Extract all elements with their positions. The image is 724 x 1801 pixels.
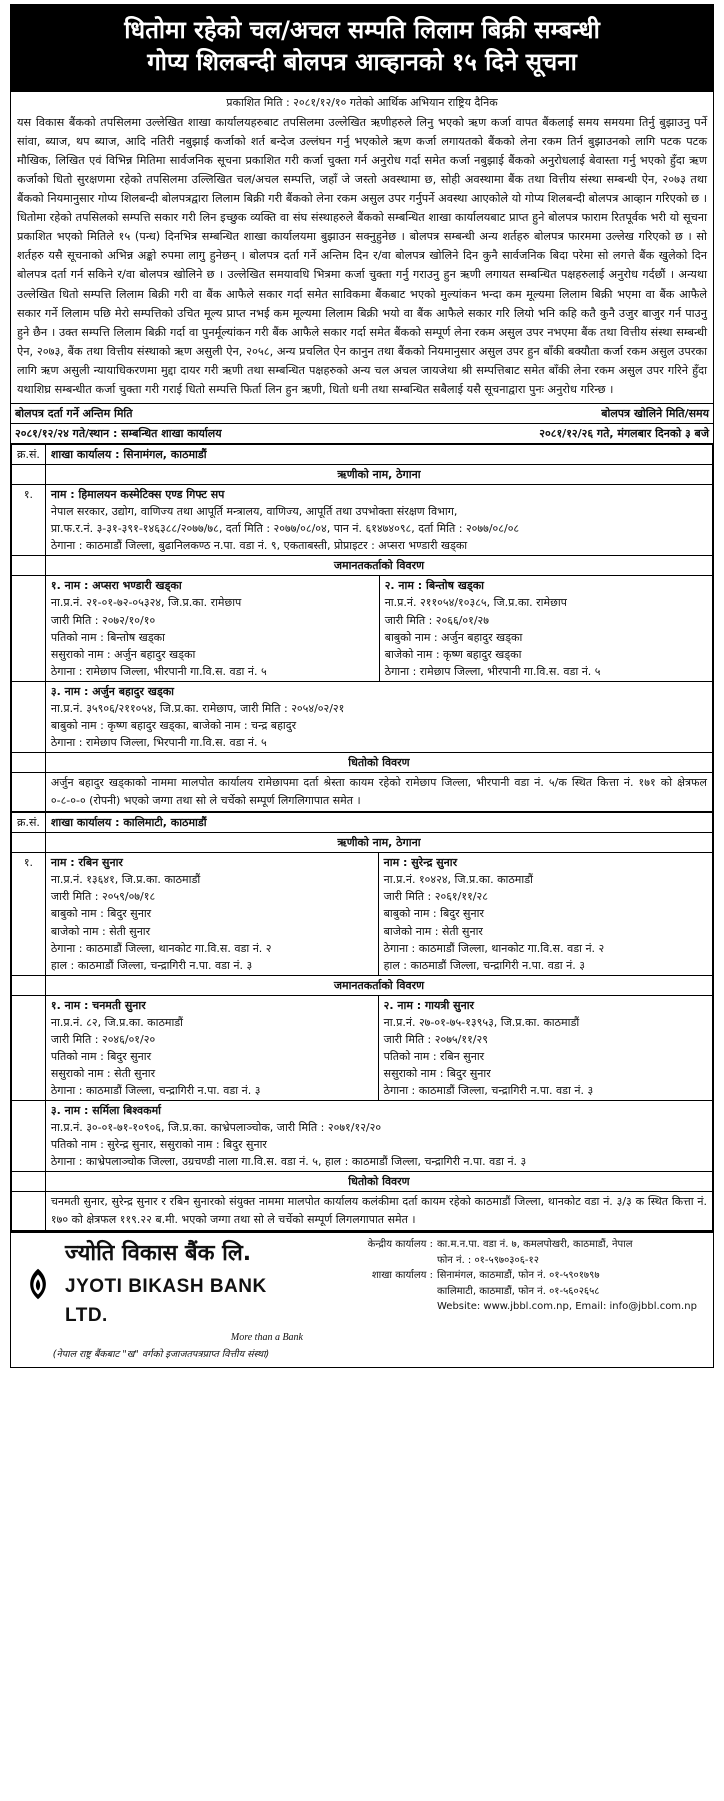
guarantor-card [45, 576, 379, 681]
central-office-label: केन्द्रीय कार्यालय : [367, 1239, 433, 1251]
branch-name: शाखा कार्यालय : सिनामंगल, काठमाडौं [45, 445, 712, 465]
guarantor-name: १. नाम : चनमती सुनार [50, 998, 146, 1012]
collateral-details: चनमती सुनार, सुरेन्द्र सुनार र रबिन सुनारको संयुक्त नाममा मालपोत कार्यालय कलंकीमा दर्ता कायम रहेको काठमाडौं जिल्ला, थानकोट वडा नं. ३/३ क स्थित कित्ता नं. १७० को क्षेत्रफल ११९.२२ ब.मी. भएको जग्गा तथा सो ले चर्चेको सम्पूर्ण लिगलगापात समेत । [45, 1192, 712, 1231]
debtor-name: नाम : रबिन सुनार [50, 856, 123, 870]
deadline-values [11, 424, 713, 444]
guarantor-line: पतिको नाम : सुरेन्द्र सुनार, ससुराको नाम : बिदुर सुनार [50, 1138, 267, 1152]
bank-name-english: JYOTI BIKASH BANK LTD. [65, 1275, 267, 1327]
branch-office-address: सिनामंगल, काठमाडौं, फोन नं. ०१-५९०१७९७ [437, 1270, 600, 1282]
guarantor-name: १. नाम : अप्सरा भण्डारी खड्का [50, 579, 182, 593]
sn-header: क्र.सं. [12, 813, 46, 833]
serial-number: १. [12, 485, 46, 556]
guarantor-line: जारी मिति : २०६६/०१/२७ [384, 613, 489, 627]
guarantor-card [45, 995, 378, 1100]
guarantor-line: ठेगाना : रामेछाप जिल्ला, भीरपानी गा.वि.स. वडा नं. ५ [384, 664, 601, 678]
debtor-line: जारी मिति : २०६१/११/२८ [383, 890, 488, 904]
guarantor-line: बाबुको नाम : अर्जुन बहादुर खड्का [384, 630, 523, 644]
notice-body-box [10, 91, 714, 1368]
debtor-line: ना.प्र.नं. १०४२४, जि.प्र.का. काठमाडौं [383, 873, 533, 887]
branch-office-label: शाखा कार्यालय : [371, 1270, 433, 1282]
guarantor-name: ३. नाम : अर्जुन बहादुर खड्का [50, 684, 175, 698]
guarantor-line: ना.प्र.नं. २११०५४/१०३८५, जि.प्र.का. रामेछाप [384, 596, 567, 610]
collateral-heading: धितोको विवरण [45, 752, 712, 772]
guarantor-line: ठेगाना : रामेछाप जिल्ला, भिरपानी गा.वि.स. वडा नं. ५ [50, 735, 267, 749]
debtor-line: नेपाल सरकार, उद्योग, वाणिज्य तथा आपूर्ति मन्त्रालय, वाणिज्य, आपूर्ति तथा उपभोक्ता संरक्षण विभाग, [50, 505, 458, 519]
debtor-heading: ऋणीको नाम, ठेगाना [45, 833, 712, 853]
debtor-line: हाल : काठमाडौं जिल्ला, चन्द्रागिरी न.पा. वडा नं. ३ [50, 958, 253, 972]
guarantor-line: ठेगाना : काठमाडौं जिल्ला, चन्द्रागिरी न.पा. वडा नं. ३ [50, 1083, 261, 1097]
guarantor-line: ना.प्र.नं. ८२, जि.प्र.का. काठमाडौं [50, 1015, 184, 1029]
guarantor-line: ससुराको नाम : सेती सुनार [50, 1066, 156, 1080]
guarantor-line: जारी मिति : २०७२/१०/१० [50, 613, 156, 627]
guarantor-line: जारी मिति : २०४६/०१/२० [50, 1032, 156, 1046]
debtor-name: नाम : हिमालयन कस्मेटिक्स एण्ड गिफ्ट सप [50, 488, 225, 502]
guarantor-line: ना.प्र.नं. २७-०१-७५-१३९५३, जि.प्र.का. काठमाडौं [383, 1015, 580, 1029]
deadline-header [11, 403, 713, 424]
bank-website-email[interactable]: Website: www.jbbl.com.np, Email: info@jbbl.com.np [437, 1301, 697, 1313]
bank-contact-block [311, 1233, 713, 1366]
debtor-line: बाजेको नाम : सेती सुनार [50, 924, 151, 938]
debtor-card [378, 853, 712, 975]
debtor-card [45, 853, 378, 975]
debtor-details [45, 485, 712, 556]
debtor-name: नाम : सुरेन्द्र सुनार [383, 856, 458, 870]
guarantor-line: पतिको नाम : बिन्तोष खड्का [50, 630, 165, 644]
guarantor-line: पतिको नाम : रबिन सुनार [383, 1049, 485, 1063]
guarantor-line: ठेगाना : काठमाडौं जिल्ला, चन्द्रागिरी न.पा. वडा नं. ३ [383, 1083, 594, 1097]
debtor-line: ना.प्र.नं. १३६४१, जि.प्र.का. काठमाडौं [50, 873, 201, 887]
guarantor-line: बाजेको नाम : कृष्ण बहादुर खड्का [384, 647, 522, 661]
serial-number: १. [12, 853, 46, 975]
bank-logo-block [11, 1233, 311, 1366]
central-office-address: का.म.न.पा. वडा नं. ७, कमलपोखरी, काठमाडौं, नेपाल [437, 1239, 633, 1251]
collateral-heading: धितोको विवरण [45, 1172, 712, 1192]
opening-date-label: बोलपत्र खोलिने मिति/समय [601, 407, 709, 420]
branch-section-sinamangal [11, 444, 713, 812]
debtor-line: हाल : काठमाडौं जिल्ला, चन्द्रागिरी न.पा. वडा नं. ३ [383, 958, 585, 972]
bank-name-nepali: ज्योति विकास बैंक लि. [65, 1241, 252, 1267]
notice-title-banner [10, 4, 714, 91]
debtor-line: बाबुको नाम : बिदुर सुनार [383, 907, 484, 921]
submission-deadline-value: २०८१/१२/२४ गते/स्थान : सम्बन्धित शाखा कार्यालय [15, 427, 222, 441]
guarantor-line: ठेगाना : काभ्रेपलाञ्चोक जिल्ला, उग्रचण्डी नाला गा.वि.स. वडा नं. ५, हाल : काठमाडौं जिल्ला, चन्द्रागिरी न.पा. वडा नं. ३ [50, 1155, 527, 1169]
guarantor-line: बाबुको नाम : कृष्ण बहादुर खड्का, बाजेको नाम : चन्द्र बहादुर [50, 718, 297, 732]
published-date: प्रकाशित मिति : २०८१/१२/१० गतेको आर्थिक अभियान राष्ट्रिय दैनिक [226, 95, 498, 109]
debtor-line: ठेगाना : काठमाडौं जिल्ला, बुढानिलकण्ठ न.पा. वडा नं. ९, एकताबस्ती, प्रोप्राइटर : अप्सरा भण्डारी खड्का [50, 539, 468, 553]
submission-deadline-label: बोलपत्र दर्ता गर्ने अन्तिम मिति [15, 407, 133, 420]
guarantor-card [379, 576, 712, 681]
guarantor-line: ना.प्र.नं. ३५९०६/२११०५४, जि.प्र.का. रामेछाप, जारी मिति : २०५४/०२/२१ [50, 701, 345, 715]
guarantor-name: २. नाम : गायत्री सुनार [383, 998, 475, 1012]
sn-header: क्र.सं. [12, 445, 46, 465]
guarantor-line: ससुराको नाम : बिदुर सुनार [383, 1066, 491, 1080]
title-line-2: गोप्य शिलबन्दी बोलपत्र आव्हानको १५ दिने सूचना [147, 48, 577, 77]
opening-date-value: २०८१/१२/२६ गते, मंगलबार दिनको ३ बजे [539, 427, 709, 441]
collateral-details: अर्जुन बहादुर खड्काको नाममा मालपोत कार्यालय रामेछापमा दर्ता श्रेस्ता कायम रहेको रामेछाप जिल्ला, भीरपानी वडा नं. ५/क स्थित कित्ता नं. १७१ को क्षेत्रफल ०-८-०-० (रोपनी) भएको जग्गा तथा सो ले चर्चेको सम्पूर्ण लिगलिगापात समेत । [45, 772, 712, 811]
guarantor-name: ३. नाम : सर्मिला बिश्वकर्मा [50, 1103, 162, 1117]
license-note: (नेपाल राष्ट्र बैंकबाट "ख" वर्गको इजाजतपत्रप्राप्त वित्तीय संस्था) [52, 1348, 270, 1360]
debtor-line: ठेगाना : काठमाडौं जिल्ला, थानकोट गा.वि.स. वडा नं. २ [50, 941, 272, 955]
branch-section-kalimati [11, 812, 713, 1231]
debtor-line: प्रा.फ.र.नं. ३-३१-३९१-१४६३८८/२०७७/७८, दर्ता मिति : २०७७/०८/०४, पान नं. ६१४७४०९८, दर्ता मिति : २०७७/०८/०८ [50, 522, 520, 536]
guarantor-card [45, 1100, 712, 1171]
debtor-line: जारी मिति : २०५९/०७/१८ [50, 890, 156, 904]
guarantor-line: ठेगाना : रामेछाप जिल्ला, भीरपानी गा.वि.स. वडा नं. ५ [50, 664, 267, 678]
debtor-line: बाजेको नाम : सेती सुनार [383, 924, 483, 938]
guarantor-name: २. नाम : बिन्तोष खड्का [384, 579, 485, 593]
guarantor-heading: जमानतकर्ताको विवरण [45, 975, 712, 995]
debtor-heading: ऋणीको नाम, ठेगाना [45, 465, 712, 485]
guarantor-line: पतिको नाम : बिदुर सुनार [50, 1049, 152, 1063]
bank-logo-icon [19, 1264, 57, 1304]
branch-office-address-2: कालिमाटी, काठमाडौं, फोन नं. ०१-५६०२६५८ [437, 1285, 600, 1297]
guarantor-line: जारी मिति : २०७५/११/२९ [383, 1032, 488, 1046]
guarantor-card [378, 995, 712, 1100]
title-line-1: धितोमा रहेको चल/अचल सम्पति लिलाम बिक्री सम्बन्धी [124, 16, 600, 44]
notice-page [10, 4, 714, 1368]
guarantor-line: ना.प्र.नं. २१-०१-७२-०५३२४, जि.प्र.का. रामेछाप [50, 596, 242, 610]
branch-name: शाखा कार्यालय : कालिमाटी, काठमाडौं [45, 813, 712, 833]
guarantor-heading: जमानतकर्ताको विवरण [45, 556, 712, 576]
notice-paragraph: यस विकास बैंकको तपसिलमा उल्लेखित शाखा कार्यालयहरुबाट तपसिलमा उल्लेखित ऋणीहरुले लिनु भएको ऋण कर्जा वापत बैंकलाई समय समयमा तिर्नु बुझाउनु पर्ने सांवा, ब्याज, थप ब्याज, आदि नतिरी नबुझाई कर्जाको शर्त बन्देज उल्लंघन गर्नु भएकोले ऋण कर्जा लगायतको बैंकको लेना रकम तिर्न बुझाउनको लागि पटक पटक मौखिक, लिखित एवं विभिन्न मितिमा सार्वजनिक सूचना प्रकाशित गरी कर्जा चुक्ता गर्न अनुरोध गर्दा समेत कर्जा नबुझाई बैंकको अनुरोधलाई बेवास्ता गर्नु भएको हुँदा ऋण कर्जाको धितो सुरक्षणमा रहेको तपसिलमा उल्लिखित चल/अचल सम्पत्ति, जहाँ जे जस्तो अवस्थामा छ, सोही अवस्थामा बैंक तथा वित्तीय संस्था सम्बन्धी ऐन, २०७३ तथा बैंकको नियमानुसार गोप्य शिलबन्दी बोलपत्रद्वारा लिलाम बिक्री गरी बैंकको लेना रकम असुल उपर गर्नुपर्ने अवस्था आएकोले यो गोप्य शिलबन्दी बोलपत्र आव्हान गरिएको छ । धितोमा रहेको तपसिलको सम्पत्ति सकार गरी लिन इच्छुक व्यक्ति वा संघ संस्थाहरुले बैंकको सम्बन्धित शाखा कार्यालयबाट प्राप्त हुने बोलपत्र फाराम रितपूर्वक भरी यो सूचना प्रकाशित भएको मितिले १५ (पन्ध) दिनभित्र सम्बन्धित शाखा कार्यालयमा बुझाउन सक्नुहुनेछ । बोलपत्र सम्बन्धी अन्य शर्तहरु बोलपत्र फारममा उल्लेख गरिएको छ । सो शर्तहरु यसै सूचनाको अभिन्न अङ्को रुपमा लागु हुनेछन् । बोलपत्र दर्ता गर्ने अन्तिम दिन र/वा बोलपत्र खोलिने दिन कुनै सार्वजनिक बिदा परेमा सो लगत्ते बैंक खुलेको दिन बोलपत्र दर्ता गर्न सकिने र/वा बोलपत्र खोलिने छ । उल्लेखित समयावधि भित्रमा कर्जा चुक्ता गर्नु गराउनु हुन ऋणी लगायत सम्बन्धित पक्षहरुलाई अनुरोध गर्दछौं । अन्यथा उल्लेखित धितो सम्पत्ति लिलाम बिक्री गरी वा बैंक आफैले सकार गर्दा समेत साविकमा बैंकबाट भएको मुल्यांकन भन्दा कम मूल्यमा लिलाम बिक्री भएमा वा बैंक आफैले सकार गर्ने लिलाम पछि मेरो सम्पत्तिको उचित मूल्य प्राप्त नभई कम मूल्यमा लिलाम बिक्री भयो वा बैंक आफैले सकार गरि लियो भनि कहि कतै कुनै उजुर बाजुर गर्न पाउनु हुने छैन । उक्त सम्पत्ति लिलाम बिक्री गर्दा वा पुनर्मूल्यांकन गरी बैंक आफैले सकार गर्दा समेत बैंकको सम्पूर्ण लेना रकम असुल उपर नभएमा बैंक तथा वित्तीय संस्था सम्बन्धी ऐन, २०७३, बैंक तथा वित्तीय संस्थाको ऋण असुली ऐन, २०५८, अन्य प्रचलित ऐन कानुन तथा बैंकको नियमानुसार असुल उपर हुन बाँकी बक्यौता कर्जा रकम असुल उपरका लागि ऋण असुली न्यायाधिकरणमा मुद्दा दायर गरी ऋणी तथा सम्बन्धित पक्षहरुको अन्य चल अचल जायजेथा श्री सम्पत्तिबाट समेत बाँकी लेना रकम असुल उपर गरिने हुँदा यथाशिघ्र सम्बन्धीत कर्जा चुक्ता गरी गराई धितो सम्पत्ति फिर्ता लिन हुन ऋणी, धितो धनी तथा सम्बन्धित सबैलाई यसै सूचनाद्वारा पुनः अनुरोध गरिन्छ । [17, 115, 708, 396]
guarantor-card [45, 681, 712, 752]
guarantor-line: ससुराको नाम : अर्जुन बहादुर खड्का [50, 647, 196, 661]
guarantor-line: ना.प्र.नं. ३०-०१-७१-१०९०६, जि.प्र.का. काभ्रेपलाञ्चोक, जारी मिति : २०७१/१२/२० [50, 1121, 382, 1135]
central-office-phone: फोन नं. : ०१-५९७०३०६-१२ [437, 1254, 539, 1266]
bank-tagline: More than a Bank [230, 1332, 303, 1344]
debtor-line: बाबुको नाम : बिदुर सुनार [50, 907, 152, 921]
bank-footer [11, 1231, 713, 1366]
debtor-line: ठेगाना : काठमाडौं जिल्ला, थानकोट गा.वि.स. वडा नं. २ [383, 941, 605, 955]
